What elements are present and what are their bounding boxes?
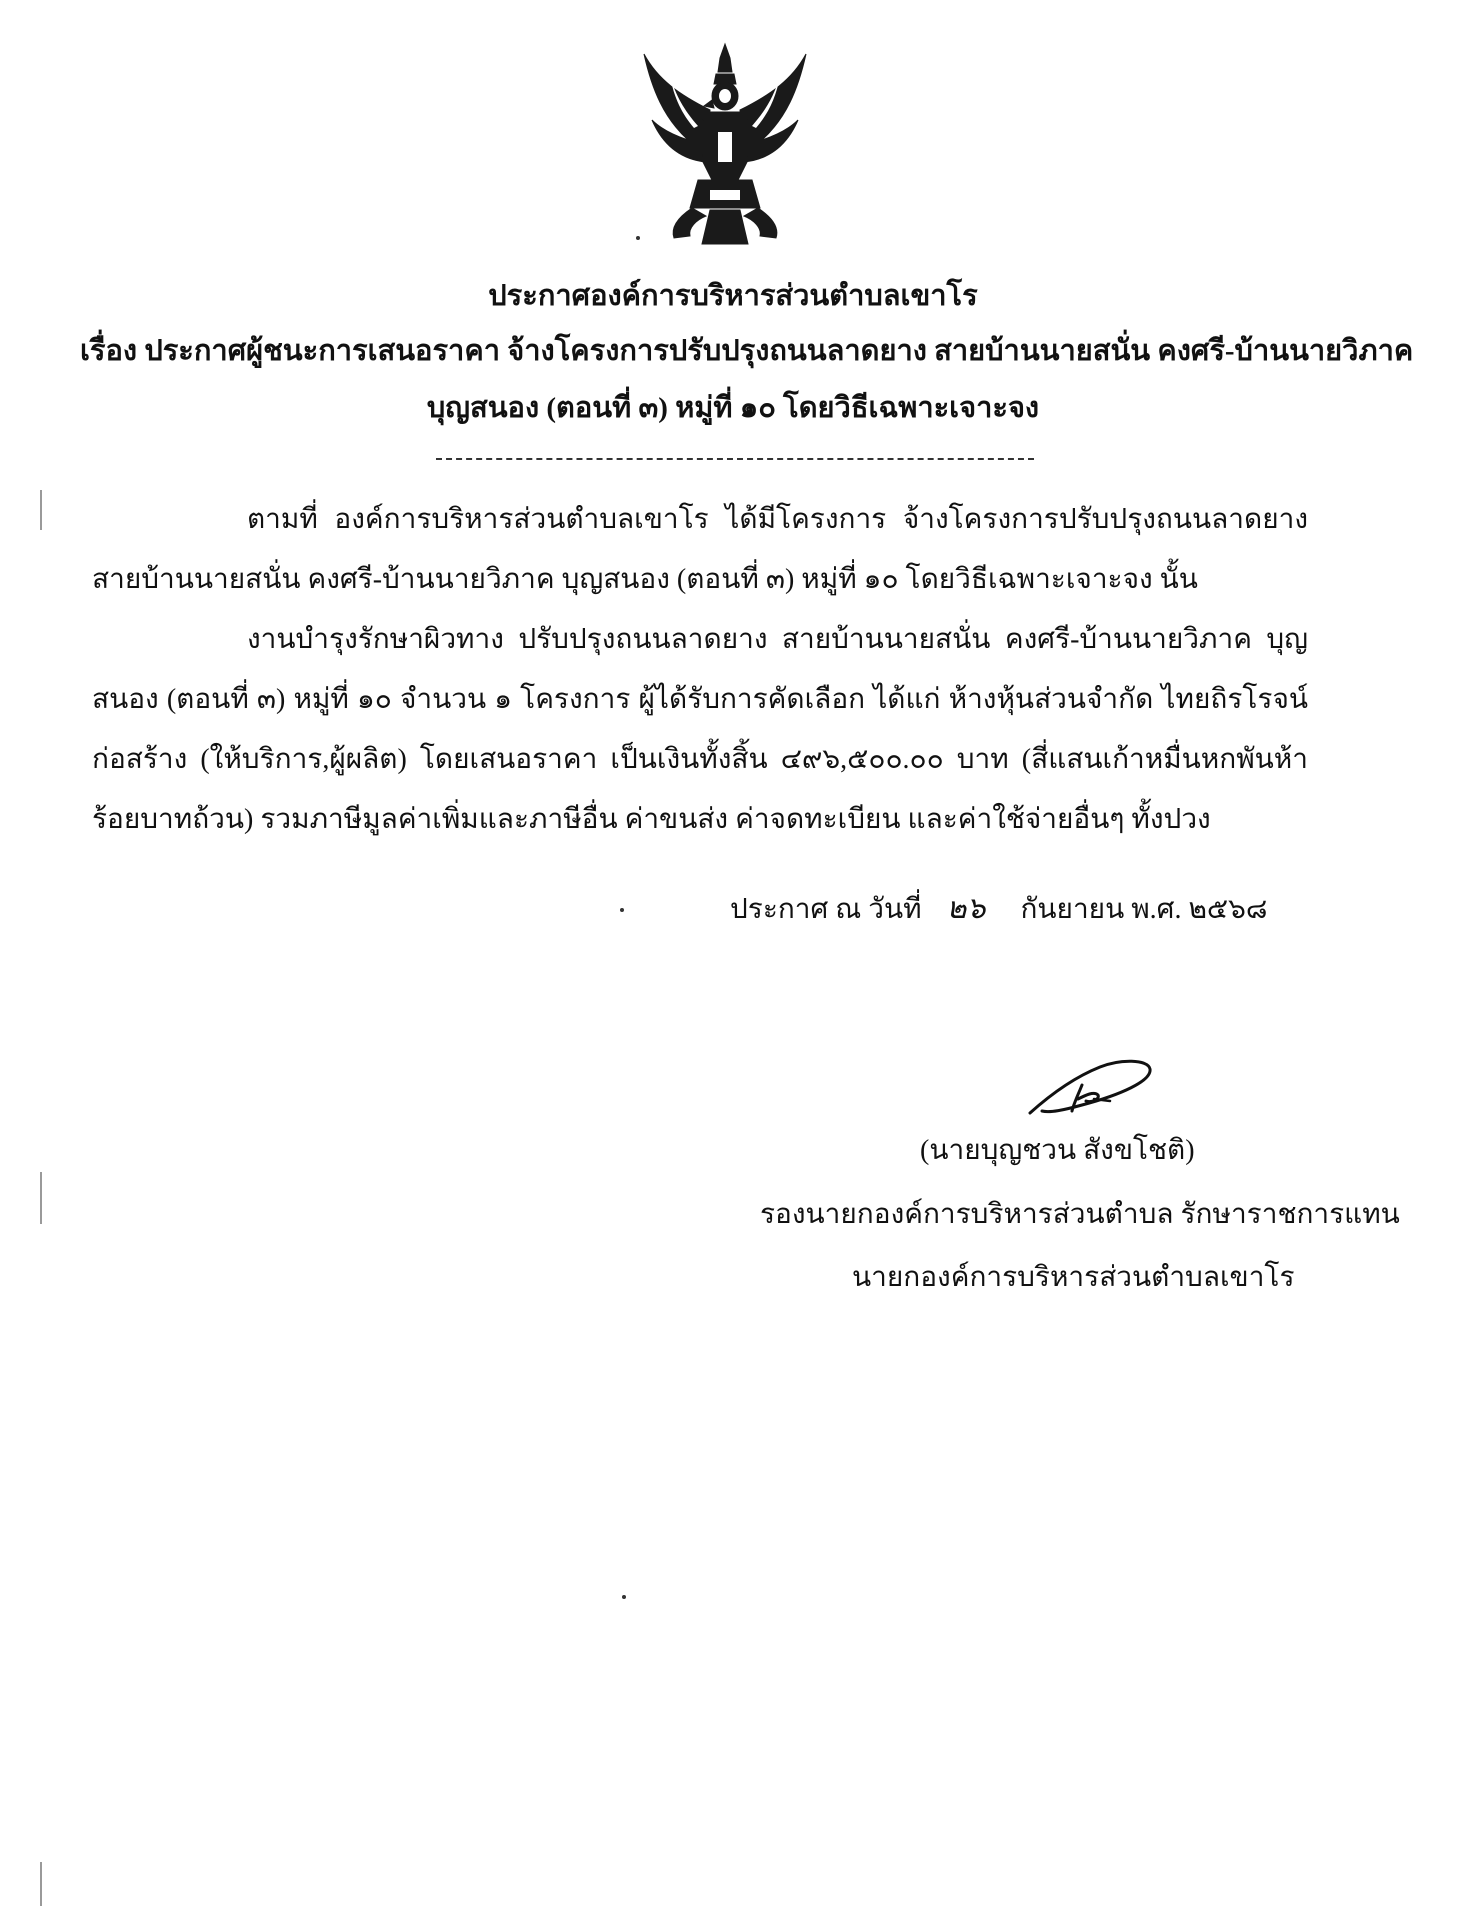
announcement-body <box>92 490 1308 850</box>
signer-name: (นายบุญชวน สังขโชติ) <box>920 1135 1195 1166</box>
margin-mark <box>40 1172 42 1224</box>
date-month-year: กันยายน พ.ศ. ๒๕๖๘ <box>1020 894 1268 925</box>
margin-mark <box>40 1862 42 1906</box>
body-paragraph-1: ตามที่ องค์การบริหารส่วนตำบลเขาโร ได้มีโครงการ จ้างโครงการปรับปรุงถนนลาดยาง สายบ้านนายสนั่น คงศรี-บ้านนายวิภาค บุญสนอง (ตอนที่ ๓) หมู่ที่ ๑๐ โดยวิธีเฉพาะเจาะจง นั้น <box>92 504 1308 595</box>
body-paragraph-2: งานบำรุงรักษาผิวทาง ปรับปรุงถนนลาดยาง สายบ้านนายสนั่น คงศรี-บ้านนายวิภาค บุญสนอง (ตอนที่ ๓) หมู่ที่ ๑๐ จำนวน ๑ โครงการ ผู้ได้รับการคัดเลือก ได้แก่ ห้างหุ้นส่วนจำกัด ไทยถิรโรจน์ก่อสร้าง (ให้บริการ,ผู้ผลิต) โดยเสนอราคา เป็นเงินทั้งสิ้น ๔๙๖,๕๐๐.๐๐ บาท (สี่แสนเก้าหมื่นหกพันห้าร้อยบาทถ้วน) รวมภาษีมูลค่าเพิ่มและภาษีอื่น ค่าขนส่ง ค่าจดทะเบียน และค่าใช้จ่ายอื่นๆ ทั้งปวง <box>92 624 1308 835</box>
signer-position-2: นายกองค์การบริหารส่วนตำบลเขาโร <box>852 1262 1295 1293</box>
announcement-title: ประกาศองค์การบริหารส่วนตำบลเขาโร <box>488 280 978 312</box>
handwritten-signature-icon <box>1020 1055 1155 1125</box>
signer-position: รองนายกองค์การบริหารส่วนตำบล รักษาราชการแทน <box>760 1199 1400 1230</box>
date-prefix: ประกาศ ณ วันที่ <box>730 894 922 925</box>
margin-mark <box>40 490 42 530</box>
announcement-date <box>730 885 1267 932</box>
header-divider <box>436 458 1034 460</box>
subject-line-1: เรื่อง ประกาศผู้ชนะการเสนอราคา จ้างโครงการปรับปรุงถนนลาดยาง สายบ้านนายสนั่น คงศรี-บ้านนายวิภาค <box>80 335 1414 367</box>
garuda-emblem-icon <box>640 40 810 250</box>
announcement-subject <box>80 323 1414 437</box>
date-day: ๒๖ <box>946 891 986 926</box>
scan-speck <box>622 1595 626 1599</box>
scan-speck <box>636 236 640 240</box>
scan-speck <box>620 908 624 912</box>
subject-line-2: บุญสนอง (ตอนที่ ๓) หมู่ที่ ๑๐ โดยวิธีเฉพาะเจาะจง <box>426 392 1040 424</box>
